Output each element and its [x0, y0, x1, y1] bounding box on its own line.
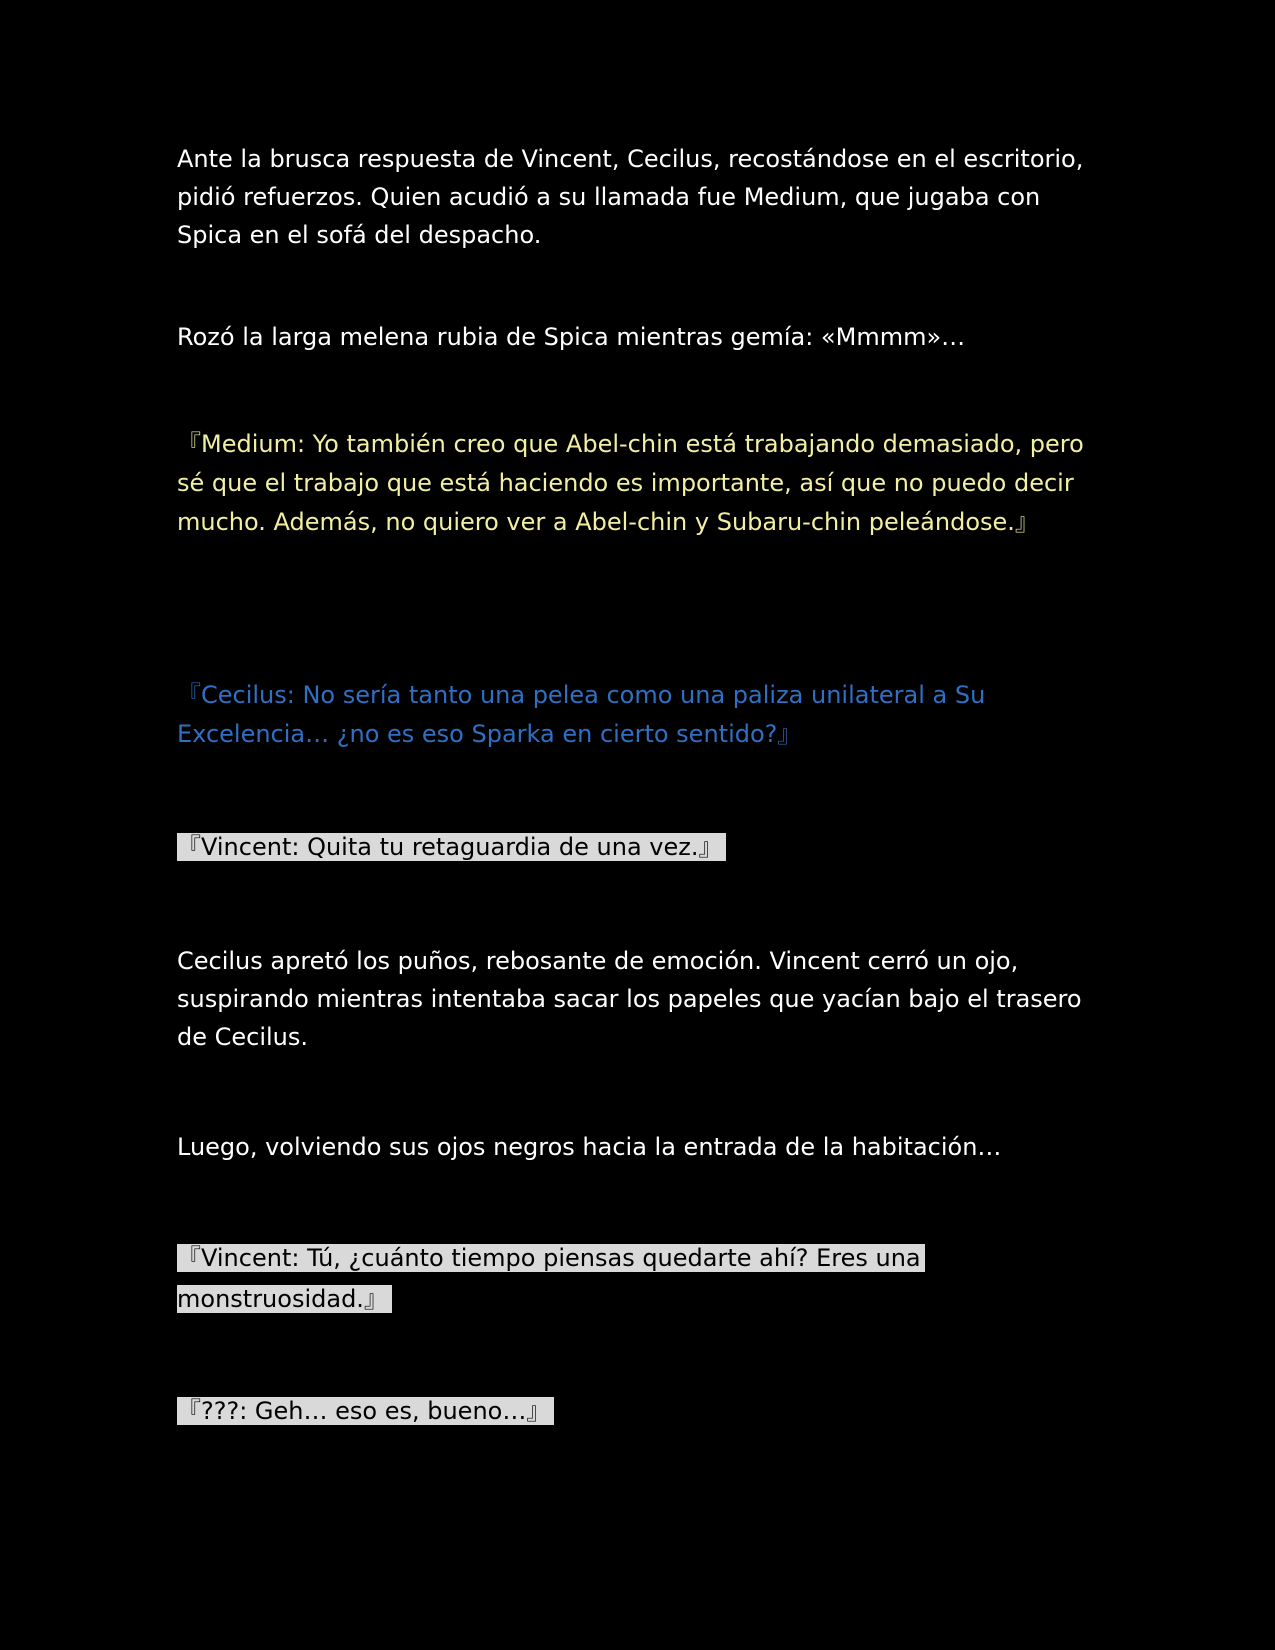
unknown-dialogue: [177, 1392, 1107, 1431]
narration-paragraph: Rozó la larga melena rubia de Spica mientras gemía: «Mmmm»…: [177, 323, 966, 351]
narration-paragraph: Cecilus apretó los puños, rebosante de emoción. Vincent cerró un ojo, suspirando mientras intentaba sacar los papeles que yacían bajo el trasero de Cecilus.: [177, 947, 1082, 1051]
vincent-dialogue: [177, 1238, 997, 1320]
narration-paragraph: Ante la brusca respuesta de Vincent, Cecilus, recostándose en el escritorio, pidió refuerzos. Quien acudió a su llamada fue Medium, que jugaba con Spica en el sofá del despacho.: [177, 145, 1084, 249]
narration-paragraph: Luego, volviendo sus ojos negros hacia la entrada de la habitación…: [177, 1133, 1002, 1161]
vincent-dialogue: [177, 828, 1107, 867]
cecilus-dialogue: 『Cecilus: No sería tanto una pelea como una paliza unilateral a Su Excelencia… ¿no es eso Sparka en cierto sentido?』: [177, 681, 986, 748]
medium-dialogue: 『Medium: Yo también creo que Abel-chin está trabajando demasiado, pero sé que el trabajo que está haciendo es importante, así que no puedo decir mucho. Además, no quiero ver a Abel-chin y Subaru-chin peleándose.』: [177, 430, 1084, 536]
highlighted-text: 『???: Geh… eso es, bueno…』: [177, 1397, 554, 1425]
highlighted-text: 『Vincent: Quita tu retaguardia de una vez.』: [177, 833, 726, 861]
highlighted-text: 『Vincent: Tú, ¿cuánto tiempo piensas quedarte ahí? Eres una monstruosidad.』: [177, 1244, 925, 1313]
